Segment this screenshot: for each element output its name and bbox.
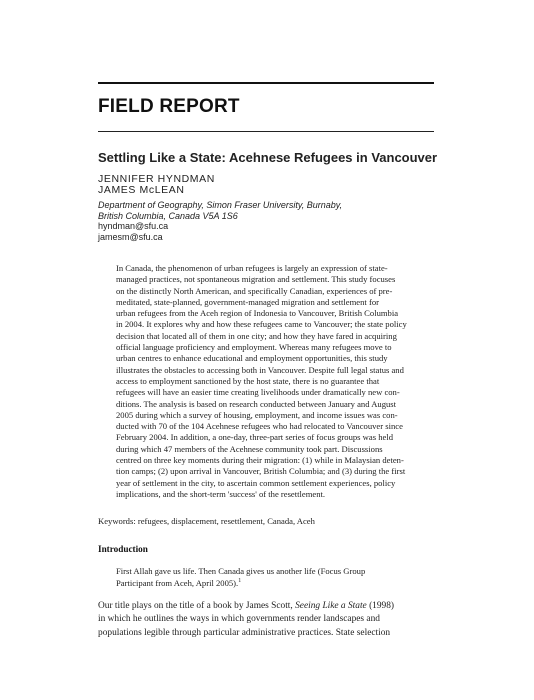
abstract-line: centred on three key moments during their migration: (1) while in Malaysian deten- [116, 455, 404, 466]
abstract-line: during which 47 members of the Acehnese community took part. Discussions [116, 443, 383, 454]
abstract-line: February 2004. In addition, a one-day, three-part series of focus groups was held [116, 432, 393, 443]
abstract-line: urban centres to enhance educational and employment opportunities, this study [116, 353, 388, 364]
abstract-line: ditions. The analysis is based on research conducted between January and August [116, 398, 397, 409]
section-heading-introduction: Introduction [98, 544, 148, 554]
abstract-line: on the distinctly North American, and specifically Canadian, experiences of pre- [116, 285, 393, 296]
abstract-line: in 2004. It explores why and how these refugees came to Vancouver; the state policy [116, 319, 407, 330]
abstract-line: access to employment sanctioned by the host state, there is no guarantee that [116, 375, 380, 386]
abstract-line: 2005 during which a survey of housing, employment, and income issues was con- [116, 409, 398, 420]
abstract-line: year of settlement in the city, to ascertain common settlement experiences, policy [116, 477, 396, 488]
epigraph-text: Participant from Aceh, April 2005). [116, 577, 239, 588]
abstract [116, 263, 434, 500]
abstract-line: implications, and the short-term 'success' of the resettlement. [116, 488, 326, 499]
author-email[interactable]: hyndman@sfu.ca [98, 221, 169, 231]
abstract-line: decision that located all of them in one city; and how they have fared in acquiring [116, 330, 397, 341]
author-name: JENNIFER HYNDMAN [98, 173, 215, 185]
epigraph-line [116, 578, 434, 590]
body-paragraph [98, 600, 436, 640]
epigraph [116, 566, 434, 589]
abstract-line: official language proficiency and employment. Whereas many refugees move to [116, 342, 392, 353]
keywords: Keywords: refugees, displacement, resettlement, Canada, Aceh [98, 516, 315, 526]
abstract-line: managed practices, not spontaneous migration and settlement. This study focuses [116, 274, 396, 285]
affiliation-block [98, 200, 342, 242]
body-line: populations legible through particular administrative practices. State selection [98, 627, 391, 638]
author-email[interactable]: jamesm@sfu.ca [98, 231, 163, 242]
author-name: JAMES McLEAN [98, 184, 185, 196]
section-label: FIELD REPORT [98, 96, 240, 117]
abstract-line: urban refugees from the Aceh region of Indonesia to Vancouver, British Columbia [116, 308, 399, 319]
body-line: in which he outlines the ways in which governments render landscapes and [98, 614, 380, 625]
abstract-line: In Canada, the phenomenon of urban refugees is largely an expression of state- [116, 263, 388, 273]
section-rule [98, 131, 434, 132]
top-rule [98, 82, 434, 84]
article-title: Settling Like a State: Acehnese Refugees in Vancouver [98, 150, 438, 165]
body-text: Our title plays on the title of a book by James Scott, [98, 601, 296, 611]
abstract-line: ducted with 70 of the 104 Acehnese refugees who had relocated to Vancouver since [116, 421, 403, 432]
abstract-line: refugees will have an easier time creating livelihoods under dramatically new con- [116, 387, 400, 398]
affiliation-line: Department of Geography, Simon Fraser University, Burnaby, [98, 200, 343, 210]
author-list [98, 174, 215, 196]
affiliation-line: British Columbia, Canada V5A 1S6 [98, 210, 238, 221]
abstract-line: meditated, state-planned, government-managed migration and settlement for [116, 296, 379, 307]
body-text: (1998) [366, 601, 395, 611]
abstract-line: illustrates the obstacles to accessing both in Vancouver. Despite full legal status and [116, 364, 404, 375]
book-title: Seeing Like a State [295, 601, 367, 611]
abstract-line: tion camps; (2) upon arrival in Vancouver, British Columbia; and (3) during the first [116, 466, 406, 477]
footnote-marker[interactable]: 1 [238, 577, 242, 584]
body-line [98, 600, 436, 613]
epigraph-line: First Allah gave us life. Then Canada gives us another life (Focus Group [116, 566, 366, 576]
